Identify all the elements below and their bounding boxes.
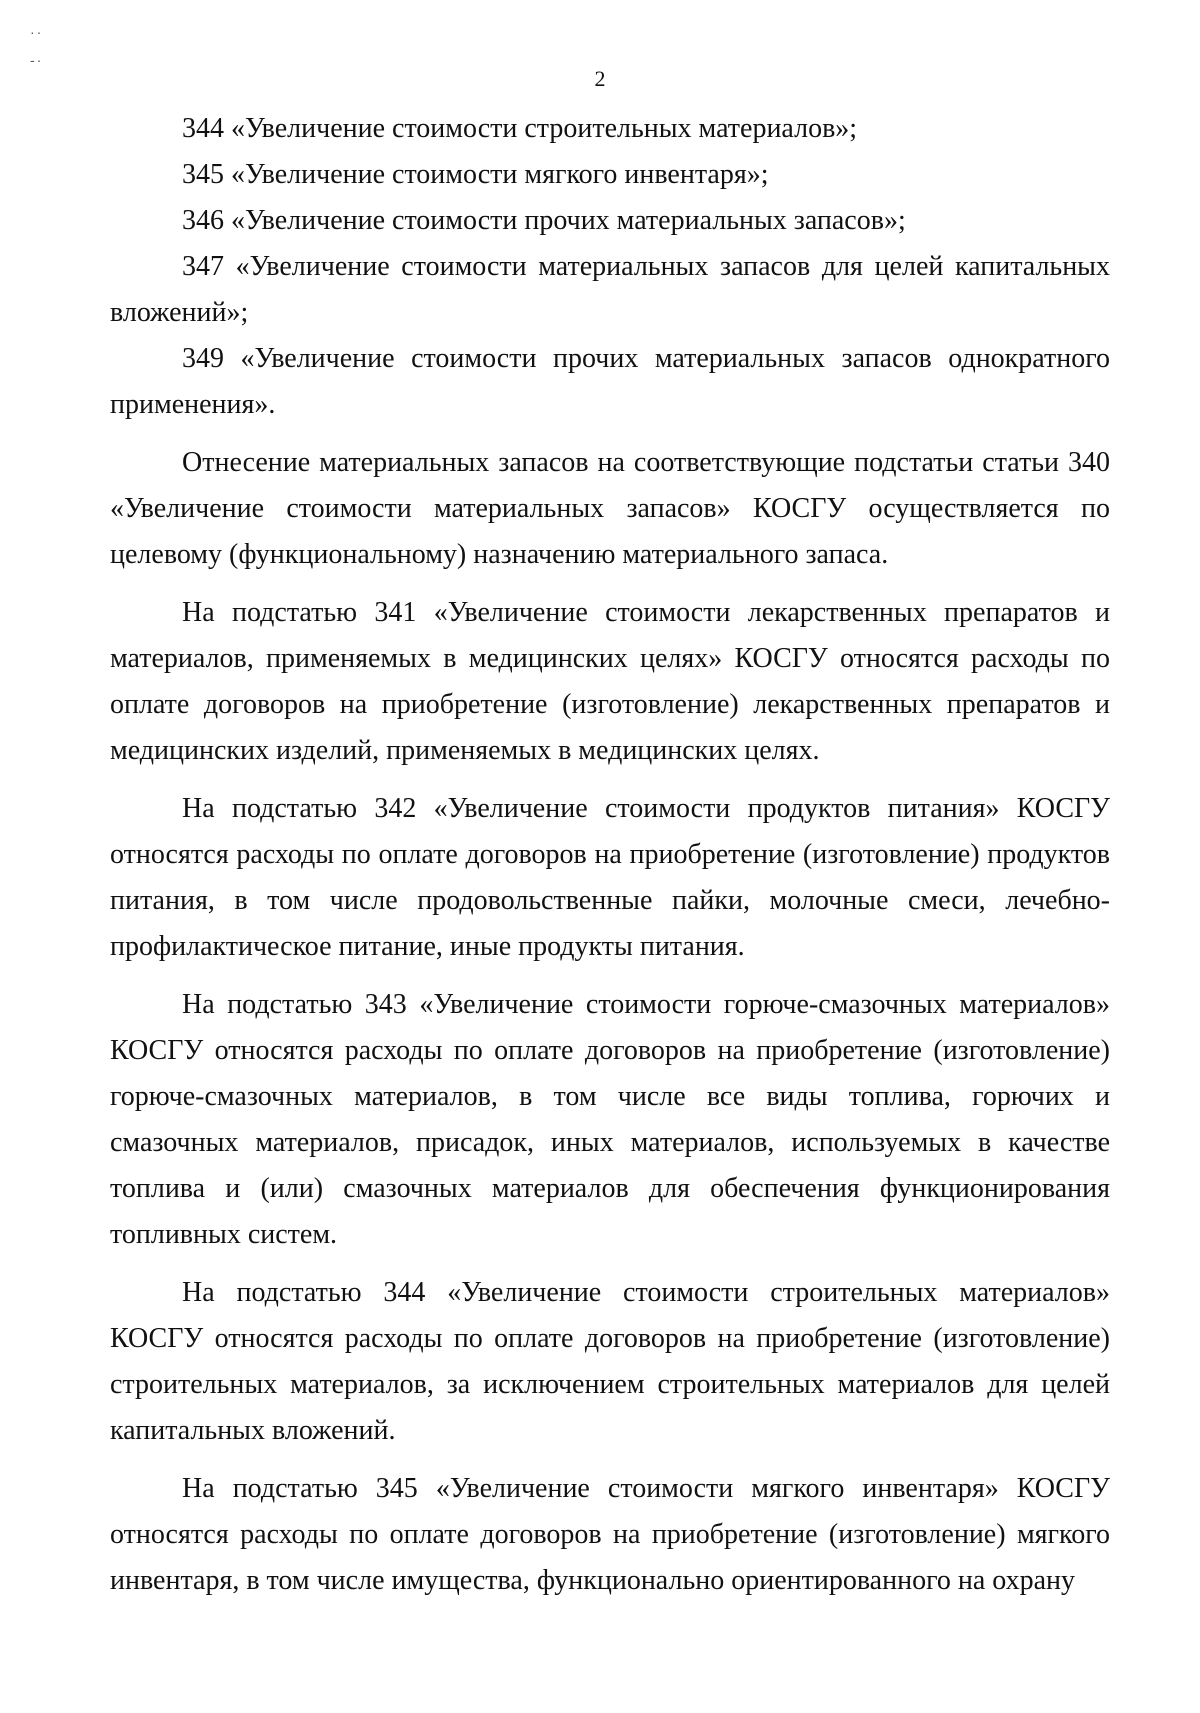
- page-number: 2: [594, 66, 606, 91]
- paragraph-item-346: 346 «Увеличение стоимости прочих материальных запасов»;: [182, 205, 906, 236]
- paragraph-substat-345: На подстатью 345 «Увеличение стоимости мягкого инвентаря» КОСГУ относятся расходы по оплате договоров на приобретение (изготовление) мягкого инвентаря, в том числе имущества, функционально ориентированного на охрану: [110, 1473, 1110, 1596]
- paragraph-assignment-rule: Отнесение материальных запасов на соответствующие подстатьи статьи 340 «Увеличение стоимости материальных запасов» КОСГУ осуществляется по целевому (функциональному) назначению материального запаса.: [110, 447, 1110, 570]
- paragraph-substat-341: На подстатью 341 «Увеличение стоимости лекарственных препаратов и материалов, применяемых в медицинских целях» КОСГУ относятся расходы по оплате договоров на приобретение (изготовление) лекарственных препаратов и медицинских изделий, применяемых в медицинских целях.: [110, 597, 1110, 766]
- paragraph-substat-342: На подстатью 342 «Увеличение стоимости продуктов питания» КОСГУ относятся расходы по оплате договоров на приобретение (изготовление) продуктов питания, в том числе продовольственные пайки, молочные смеси, лечебно-профилактическое питание, иные продукты питания.: [110, 793, 1110, 962]
- paragraph-item-344: 344 «Увеличение стоимости строительных материалов»;: [182, 113, 858, 144]
- scan-artifact-marks: ·· -·: [30, 24, 44, 68]
- paragraph-substat-343: На подстатью 343 «Увеличение стоимости горюче-смазочных материалов» КОСГУ относятся расходы по оплате договоров на приобретение (изготовление) горюче-смазочных материалов, в том числе все виды топлива, горючих и смазочных материалов, присадок, иных материалов, используемых в качестве топлива и (или) смазочных материалов для обеспечения функционирования топливных систем.: [110, 989, 1110, 1250]
- paragraph-item-345: 345 «Увеличение стоимости мягкого инвентаря»;: [182, 159, 769, 190]
- paragraph-item-349: 349 «Увеличение стоимости прочих материальных запасов однократного применения».: [110, 343, 1110, 420]
- document-body: [110, 106, 1110, 1604]
- paragraph-item-347: 347 «Увеличение стоимости материальных запасов для целей капитальных вложений»;: [110, 251, 1110, 328]
- paragraph-substat-344: На подстатью 344 «Увеличение стоимости строительных материалов» КОСГУ относятся расходы по оплате договоров на приобретение (изготовление) строительных материалов, за исключением строительных материалов для целей капитальных вложений.: [110, 1277, 1110, 1446]
